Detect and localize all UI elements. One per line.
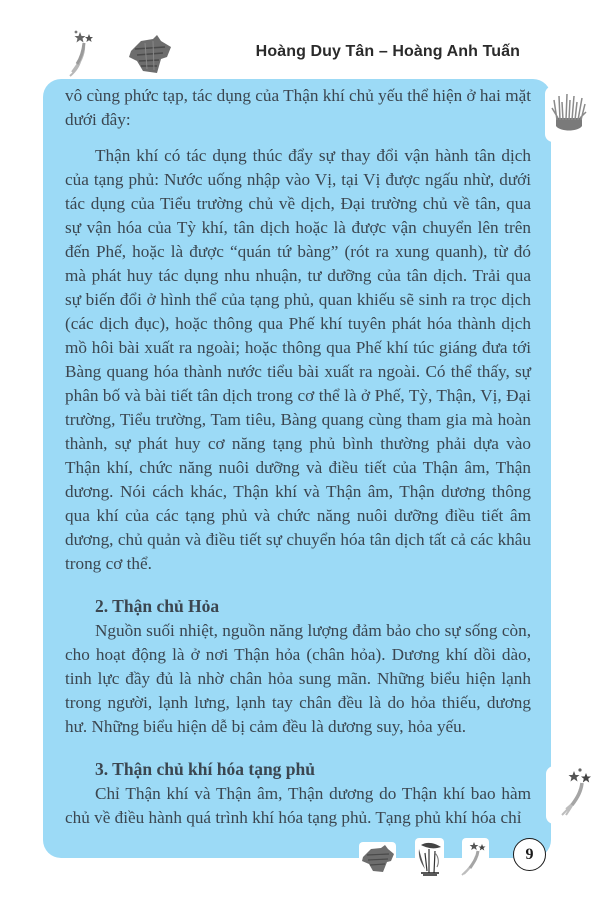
ginseng-icon (68, 28, 96, 78)
page-number: 9 (513, 838, 546, 871)
section-heading-3: 3. Thận chủ khí hóa tạng phủ (95, 759, 315, 779)
section-heading-2: 2. Thận chủ Hỏa (95, 596, 220, 616)
paragraph-3: Nguồn suối nhiệt, nguồn năng lượng đảm bảo cho sự sống còn, cho hoạt động là ở nơi Thận hỏa (chân hỏa). Dương khí dồi dào, tinh lực đầy đủ là nhờ chân hỏa sung mãn. Những biểu hiện lạnh trong người, lạnh lưng, lạnh tay chân đều là do hỏa thiếu, dương hư. Những biểu hiện dễ bị cảm đều là dương suy, hỏa yếu. (65, 621, 531, 736)
herb-plant-icon (415, 839, 445, 877)
ginseng-icon (460, 840, 490, 876)
bark-slices-icon (127, 35, 173, 75)
bark-slices-icon (361, 845, 395, 873)
body-text (65, 84, 531, 830)
paragraph-2: Thận khí có tác dụng thúc đẩy sự thay đổi vận hành tân dịch của tạng phủ: Nước uống nhập vào Vị, tại Vị được ngấu nhừ, dưới tác dụng của Tiểu trường chủ về dịch, Đại trường chủ về tân, qua sự vận hóa của Tỳ khí, tân dịch hoặc là được vận chuyển lên trên đến Phế, hoặc là được “quán tứ bàng” (rót ra xung quanh), từ đó mà phát huy tác dụng nhu nhuận, tư dưỡng của tân dịch. Trải qua sự biến đổi ở hình thể của tạng phủ, quan khiếu sẽ sinh ra trọc dịch (các dịch đục), hoặc thông qua Phế khí tuyên phát hóa thành dịch mồ hôi bài xuất ra ngoài; hoặc thông qua Phế khí túc giáng đưa tới Bàng quang hóa thành nước tiểu bài xuất ra ngoài. Có thể thấy, sự phân bố và bài tiết tân dịch trong cơ thể là ở Phế, Tỳ, Thận, Vị, Đại trường, Tiểu trường, Tam tiêu, Bàng quang cùng tham gia mà hoàn thành, sự phát huy cơ năng tạng phủ bình thường phải dựa vào Thận khí, chức năng nuôi dưỡng và điều tiết của Thận âm, Thận dương. Nói cách khác, Thận khí và Thận âm, Thận dương thông qua khí của các tạng phủ và chức năng nuôi dưỡng điều tiết âm dương, chủ quản và điều tiết sự chuyển hóa tân dịch tất cả các khâu trong cơ thể. (65, 146, 531, 573)
header-authors: Hoàng Duy Tân – Hoàng Anh Tuấn (255, 43, 520, 60)
cordyceps-icon (550, 92, 588, 134)
ginseng-icon (560, 765, 600, 817)
paragraph-1: vô cùng phức tạp, tác dụng của Thận khí chủ yếu thể hiện ở hai mặt dưới đây: (65, 86, 531, 129)
paragraph-4: Chỉ Thận khí và Thận âm, Thận dương do Thận khí bao hàm chủ về điều hành quá trình khí hóa tạng phủ. Tạng phủ khí hóa chỉ (65, 784, 531, 827)
